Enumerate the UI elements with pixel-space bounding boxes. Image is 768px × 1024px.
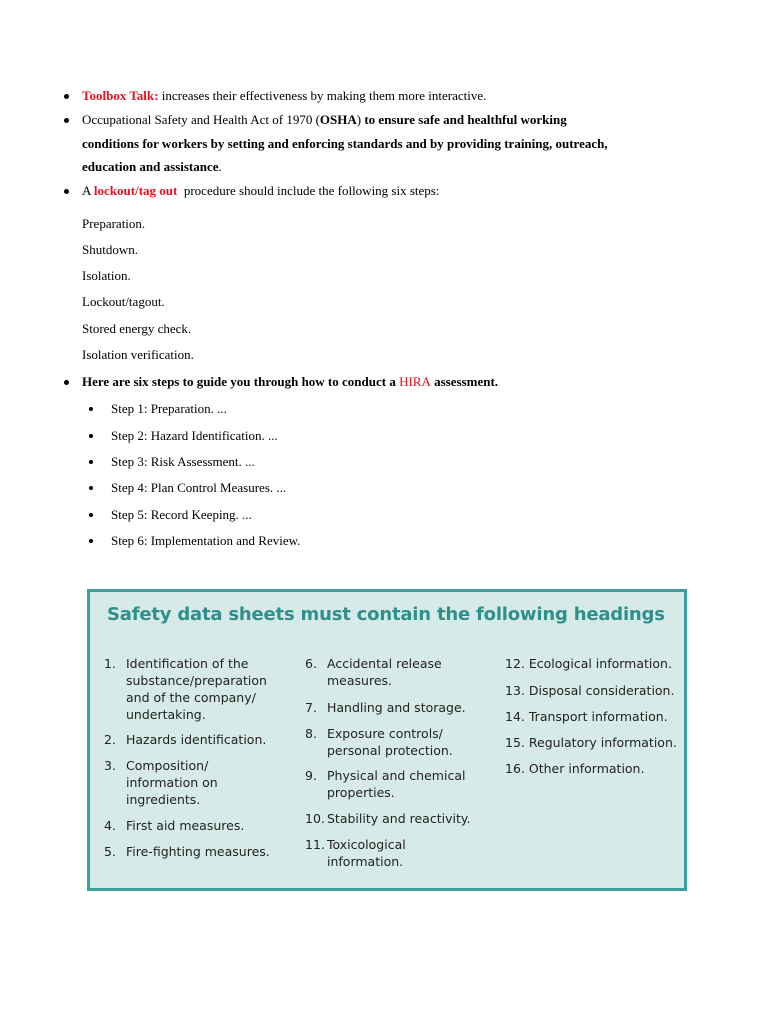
hira-post: assessment. (430, 374, 499, 389)
hira-step: Step 5: Record Keeping. ... (111, 507, 252, 522)
sds-item-number: 6. (305, 656, 317, 671)
sds-item-text: Toxicological information. (327, 837, 406, 869)
sds-item-text: Transport information. (528, 709, 668, 724)
sds-item-text: Other information. (528, 761, 645, 776)
hira-step: Step 2: Hazard Identification. ... (111, 428, 278, 443)
hira-step: Step 1: Preparation. ... (111, 401, 227, 416)
sds-item-number: 8. (305, 726, 317, 741)
sds-item-number: 15. (505, 735, 525, 750)
lockout-label: lockout/tag out (93, 183, 178, 198)
sds-item-number: 7. (305, 700, 317, 715)
toolbox-talk-line (82, 88, 486, 104)
toolbox-talk-label: Toolbox Talk: (82, 88, 159, 103)
sds-item (505, 655, 685, 672)
bullet-dot (64, 380, 69, 385)
sub-bullet-dot (89, 513, 93, 517)
hira-step: Step 3: Risk Assessment. ... (111, 454, 255, 469)
osha-paren: ) (356, 112, 362, 127)
sub-bullet-dot (89, 434, 93, 438)
lockout-text: procedure should include the following six steps: (177, 183, 440, 198)
sds-item-number: 12. (505, 656, 525, 671)
sds-item-text: Hazards identification. (126, 732, 267, 747)
sub-bullet-dot (89, 486, 93, 490)
hira-step: Step 4: Plan Control Measures. ... (111, 480, 287, 495)
osha-line-3 (82, 159, 222, 175)
bullet-dot (64, 118, 69, 123)
sds-item-number: 4. (104, 818, 116, 833)
sds-item (505, 734, 685, 751)
sds-item-number: 11. (305, 837, 325, 852)
sds-item (505, 682, 685, 699)
hira-line (82, 374, 498, 390)
osha-line-3-text: education and assistance (82, 159, 219, 174)
sds-item-number: 16. (505, 761, 525, 776)
sds-item-text: Physical and chemical properties. (327, 768, 466, 800)
lockout-line (82, 183, 439, 199)
sds-item (505, 760, 685, 777)
sds-item-number: 3. (104, 758, 116, 773)
sds-item-number: 13. (505, 683, 525, 698)
bullet-dot (64, 94, 69, 99)
osha-bold-text: to ensure safe and healthful working (361, 112, 567, 127)
bullet-dot (64, 189, 69, 194)
lockout-step: Stored energy check. (82, 321, 192, 336)
sds-item-text: Disposal consideration. (528, 683, 675, 698)
sds-headings-figure (87, 589, 687, 891)
osha-text: Occupational Safety and Health Act of 1970 ( (82, 112, 320, 127)
lockout-step: Preparation. (82, 216, 146, 231)
sds-item-number: 14. (505, 709, 525, 724)
hira-label: HIRA (399, 374, 431, 389)
sds-item-text: Regulatory information. (528, 735, 677, 750)
sds-item-number: 9. (305, 768, 317, 783)
sds-item-text: Composition/ information on ingredients. (126, 758, 218, 807)
sub-bullet-dot (89, 539, 93, 543)
sds-item (505, 708, 685, 725)
sds-item-text: Accidental release measures. (327, 656, 442, 688)
sub-bullet-dot (89, 407, 93, 411)
sds-item-number: 5. (104, 844, 116, 859)
osha-line-1 (82, 112, 567, 128)
sds-item-text: First aid measures. (126, 818, 245, 833)
lockout-step: Shutdown. (82, 242, 138, 257)
sds-item-text: Ecological information. (528, 656, 672, 671)
osha-line-2: conditions for workers by setting and enforcing standards and by providing training, outreach, (82, 136, 608, 151)
sds-item-text: Stability and reactivity. (327, 811, 471, 826)
lockout-step: Isolation. (82, 268, 131, 283)
sds-item-text: Identification of the substance/preparation and of the company/ undertaking. (126, 656, 267, 722)
sds-item-text: Fire-fighting measures. (126, 844, 270, 859)
sds-item-number: 1. (104, 656, 116, 671)
sds-item-number: 2. (104, 732, 116, 747)
toolbox-talk-text: increases their effectiveness by making them more interactive. (158, 88, 487, 103)
sub-bullet-dot (89, 460, 93, 464)
sds-title: Safety data sheets must contain the following headings (107, 604, 665, 625)
osha-line-3-end: . (218, 159, 222, 174)
sds-item-text: Handling and storage. (327, 700, 466, 715)
hira-pre: Here are six steps to guide you through how to conduct a (82, 374, 400, 389)
lockout-step: Lockout/tagout. (82, 294, 165, 309)
osha-acronym: OSHA (319, 112, 357, 127)
sds-item-text: Exposure controls/ personal protection. (327, 726, 453, 758)
sds-item-number: 10. (305, 811, 325, 826)
lockout-step: Isolation verification. (82, 347, 194, 362)
lockout-pre: A (82, 183, 94, 198)
hira-step: Step 6: Implementation and Review. (111, 533, 301, 548)
